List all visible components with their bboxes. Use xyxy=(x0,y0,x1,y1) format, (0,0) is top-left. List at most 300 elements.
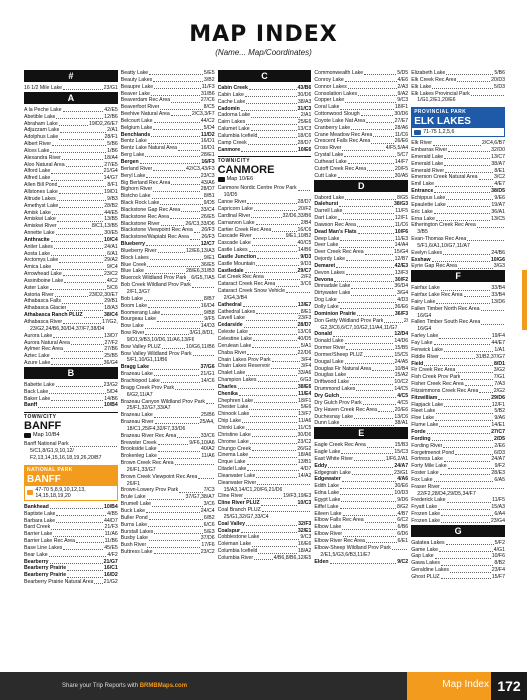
entry-leader xyxy=(251,126,297,131)
entry-name: Alces Lake xyxy=(24,147,50,154)
index-entry xyxy=(314,379,408,386)
entry-map-ref: 32/F3 xyxy=(298,520,312,527)
entry-name: Cadorna Lake xyxy=(217,112,251,119)
entry-name: 1/G1,2/E1,20/E6 xyxy=(417,97,456,104)
entry-leader xyxy=(246,119,297,124)
entry-leader xyxy=(147,494,185,499)
index-entry xyxy=(24,353,118,360)
entry-leader xyxy=(55,292,88,297)
entry-leader xyxy=(433,140,481,145)
entry-map-ref: 33/B4 xyxy=(491,285,505,292)
entry-leader xyxy=(51,396,103,401)
entry-leader xyxy=(435,181,493,186)
index-column xyxy=(218,70,312,670)
entry-map-ref: 11/B6 xyxy=(104,538,118,545)
entry-map-ref: 38/G3 xyxy=(394,201,409,208)
entry-name: Cuthead Lake xyxy=(314,158,347,165)
entry-leader xyxy=(447,202,491,207)
entry-leader xyxy=(175,385,213,390)
entry-leader xyxy=(350,379,393,384)
index-entry xyxy=(314,208,408,215)
index-entry xyxy=(411,161,505,168)
entry-leader xyxy=(339,201,393,206)
index-entry xyxy=(218,500,312,507)
entry-map-ref: 30/F2 xyxy=(394,276,409,283)
entry-leader xyxy=(434,188,490,193)
entry-leader xyxy=(427,429,491,434)
entry-name: Erna Lake xyxy=(411,215,435,222)
entry-leader xyxy=(444,347,493,352)
index-entry xyxy=(121,310,215,317)
index-entry xyxy=(121,138,215,145)
index-entry xyxy=(314,91,408,98)
entry-name: 6/G2,11/A7 xyxy=(126,391,153,398)
entry-map-ref: 8/E1 xyxy=(494,167,505,174)
entry-map-ref: 37/G7,38/A7 xyxy=(185,494,215,501)
entry-name: Connor Lakes xyxy=(314,83,347,90)
index-entry xyxy=(24,107,118,114)
entry-name: Big Berland Rec Area xyxy=(120,179,171,186)
index-entry xyxy=(24,305,118,312)
entry-leader xyxy=(152,193,203,198)
entry-name: Dominion Prairie xyxy=(314,310,356,317)
entry-leader xyxy=(271,363,300,368)
index-entry xyxy=(24,441,118,448)
entry-leader xyxy=(170,214,200,219)
entry-map-ref: 26/F3 xyxy=(201,234,215,241)
entry-map-ref: 30/D6 xyxy=(297,91,312,98)
index-entry xyxy=(314,256,408,263)
entry-map-ref: 40/C5 xyxy=(297,240,312,247)
entry-name: Buller Pond xyxy=(120,514,148,521)
entry-leader xyxy=(64,346,103,351)
entry-name: 25/F1,32/G7,33/A7 xyxy=(126,405,171,412)
entry-map-ref: 32/D6,33/B6 xyxy=(282,212,312,219)
entry-leader xyxy=(438,504,490,509)
index-entry xyxy=(218,315,312,322)
index-entry xyxy=(121,330,215,337)
index-entry xyxy=(411,395,505,402)
entry-leader xyxy=(252,432,297,437)
index-entry xyxy=(24,189,118,196)
entry-map-ref: 10/B4 xyxy=(103,503,118,510)
entry-map-ref: 11/F5 xyxy=(395,208,409,215)
index-entry xyxy=(314,249,408,256)
entry-name: Fraser River xyxy=(411,483,440,490)
index-entry xyxy=(24,511,118,518)
entry-name: Beaver Lake xyxy=(120,90,150,97)
entry-name: Forgetmenot Pond xyxy=(411,449,455,456)
entry-map-ref: 30/D6 xyxy=(297,431,312,438)
entry-name: Dead Man's Flats xyxy=(314,228,357,235)
entry-leader xyxy=(59,203,103,208)
entry-name: Cavell Lake xyxy=(217,315,245,322)
entry-leader xyxy=(52,264,106,269)
entry-leader xyxy=(59,189,103,194)
index-entry xyxy=(411,292,505,299)
entry-name: Chinook Lake xyxy=(217,411,250,418)
entry-name: Cirque Lake xyxy=(217,459,246,466)
entry-name: 3/B5 xyxy=(417,229,428,236)
entry-map-ref: 6/A5 xyxy=(494,476,505,483)
entry-leader xyxy=(246,99,297,104)
index-entry xyxy=(218,119,312,126)
entry-map-ref: 27/F2 xyxy=(104,339,118,346)
entry-name: Cutt Lake xyxy=(314,172,337,179)
entry-leader xyxy=(140,159,201,164)
entry-leader xyxy=(444,161,490,166)
entry-map-ref: 19/A7 xyxy=(491,201,505,208)
index-entry xyxy=(314,229,408,236)
entry-name: Chephren Lake xyxy=(217,397,254,404)
entry-map-ref: 8/G5 xyxy=(396,194,409,201)
index-entry xyxy=(24,389,118,396)
entry-leader xyxy=(154,549,200,554)
entry-leader xyxy=(471,91,504,96)
index-entry xyxy=(218,192,312,199)
index-entry xyxy=(24,121,118,128)
index-entry xyxy=(121,241,215,248)
entry-name: Elbow Lake xyxy=(314,524,342,531)
entry-name: Castle Mountain xyxy=(217,260,256,267)
entry-name: Eyrie Gap Rec Area xyxy=(411,263,458,270)
entry-leader xyxy=(250,411,297,416)
index-entry xyxy=(121,364,215,371)
entry-leader xyxy=(148,303,200,308)
entry-leader xyxy=(56,114,103,119)
index-entry xyxy=(218,534,312,541)
entry-map-ref: 6/E1 xyxy=(397,538,409,544)
entry-name: Chungo Creek xyxy=(217,445,252,452)
index-entry xyxy=(411,306,505,313)
entry-name: Amiskwi River xyxy=(24,223,57,230)
map-icon xyxy=(414,130,421,135)
entry-leader xyxy=(152,501,203,506)
entry-leader xyxy=(51,524,103,529)
entry-map-ref: 16/F3 xyxy=(201,158,215,165)
entry-name: Beaverfoot River xyxy=(120,104,160,111)
entry-map-ref: 3/C6 xyxy=(300,281,312,288)
entry-name: Blueberry xyxy=(120,241,146,248)
entry-name: Emerson Creek Natural Area xyxy=(411,174,478,181)
entry-leader xyxy=(62,298,103,303)
entry-name: Amica Lake xyxy=(24,264,52,271)
entry-map-ref: 18/C6 xyxy=(297,132,312,139)
entry-map-ref: 31/C3 xyxy=(297,105,312,112)
entry-leader xyxy=(461,374,492,379)
footer-brand-link[interactable]: BRMBMaps.com xyxy=(139,683,188,689)
index-entry xyxy=(411,374,505,381)
entry-map-ref: 9/E6 xyxy=(494,194,505,201)
entry-leader xyxy=(247,350,296,355)
index-entry xyxy=(411,333,505,340)
entry-leader xyxy=(479,174,494,179)
entry-leader xyxy=(351,125,393,130)
entry-leader xyxy=(479,388,492,393)
index-entry xyxy=(121,159,215,166)
entry-leader xyxy=(435,553,491,558)
entry-map-ref: 16/D1 xyxy=(200,138,215,145)
index-entry xyxy=(411,222,505,229)
entry-name: Chaba River xyxy=(217,349,247,356)
prov-park-callout-tag: PROVINCIAL PARK xyxy=(412,108,504,116)
index-entry xyxy=(121,522,215,529)
entry-map-ref: 11/D2 xyxy=(201,131,215,138)
index-entry xyxy=(411,154,505,161)
entry-map-ref: 3/F4 xyxy=(301,363,312,370)
entry-leader xyxy=(456,367,492,372)
index-entry xyxy=(314,331,408,338)
entry-leader xyxy=(340,483,394,488)
entry-name: Coalspur xyxy=(217,527,241,534)
index-entry xyxy=(121,460,215,467)
entry-map-ref: 36/G4 xyxy=(103,360,118,367)
entry-name: Elizabeth Lake xyxy=(411,70,446,76)
entry-leader xyxy=(432,436,494,441)
entry-leader xyxy=(441,560,493,565)
index-entry xyxy=(411,477,505,484)
index-entry xyxy=(218,133,312,140)
map-icon xyxy=(24,433,31,438)
entry-name: Athabasca Ranch PLUZ xyxy=(24,312,83,319)
index-entry xyxy=(218,425,312,432)
index-entry xyxy=(121,378,215,385)
entry-leader xyxy=(53,333,103,338)
entry-leader xyxy=(145,323,200,328)
entry-name: Gap Lake xyxy=(411,553,434,560)
index-entry xyxy=(411,285,505,292)
entry-name: Blackstone/Wapiabi Rec Area xyxy=(120,234,189,241)
index-entry xyxy=(218,514,312,521)
entry-map-ref: 4/E6 xyxy=(397,76,409,83)
entry-leader xyxy=(367,166,394,171)
index-entry xyxy=(218,206,312,213)
entry-name: Chain Lakes Prov Park xyxy=(217,356,271,363)
entry-leader xyxy=(340,490,393,495)
entry-map-ref: 2/A1 xyxy=(107,127,118,134)
index-entry xyxy=(24,182,118,189)
entry-map-ref: 36/D4 xyxy=(394,283,409,290)
entry-leader xyxy=(457,77,490,82)
index-entry xyxy=(411,470,505,477)
index-entry xyxy=(218,370,312,377)
index-entry xyxy=(218,528,312,535)
letter-heading: # xyxy=(24,70,118,82)
entry-name: Cranberry Lake xyxy=(314,124,351,131)
index-entry xyxy=(411,243,505,250)
entry-map-ref: 16/D2 xyxy=(103,572,118,579)
entry-name: Cross River xyxy=(314,145,342,152)
entry-map-ref: 19/F3,19/E3 xyxy=(283,493,312,500)
entry-name: Dormer River xyxy=(314,345,346,352)
entry-map-ref: 5/C7 xyxy=(397,152,409,159)
index-entry xyxy=(314,345,408,352)
index-entry xyxy=(411,408,505,415)
entry-name: Coleman Lake xyxy=(217,541,252,548)
entry-name: Clearwater River xyxy=(217,479,257,486)
entry-map-ref: 26/E5 xyxy=(201,213,215,220)
index-entry xyxy=(24,196,118,203)
index-column xyxy=(411,70,505,670)
entry-leader xyxy=(160,200,202,205)
entry-name: Fiddle River xyxy=(411,353,439,360)
entry-leader xyxy=(249,85,297,90)
entry-name: Elbow Falls Rec Area xyxy=(314,517,364,524)
entry-name: Dejordy Lake xyxy=(314,256,345,263)
entry-name: Fitzwilliam xyxy=(411,394,438,401)
entry-leader xyxy=(256,261,299,266)
entry-leader xyxy=(94,579,102,584)
entry-leader xyxy=(258,377,300,382)
entry-name: Canmore Nordic Centre Prov Park xyxy=(217,185,297,192)
index-entry xyxy=(218,140,312,147)
page-subtitle: (Name... Map/Coordinates) xyxy=(215,48,312,57)
index-entry xyxy=(121,412,215,419)
entry-name: Bentz Lake Natural Area xyxy=(120,145,178,152)
entry-leader xyxy=(193,351,214,356)
index-entry xyxy=(314,152,408,159)
entry-leader xyxy=(354,456,385,461)
entry-map-ref: 13/B5 xyxy=(104,216,118,223)
entry-map-ref: 4/F2 xyxy=(107,551,118,558)
entry-leader xyxy=(436,216,490,221)
entry-map-ref: 3/G1,8/D1, xyxy=(189,330,215,337)
index-entry xyxy=(24,360,118,367)
index-entry xyxy=(314,449,408,456)
entry-leader xyxy=(250,439,297,444)
entry-name: Chalet Lake xyxy=(217,370,246,377)
entry-name: Assiniboine Lake xyxy=(24,277,64,284)
entry-map-ref: 32/E1 xyxy=(297,527,312,534)
entry-leader xyxy=(346,345,393,350)
entry-name: Blue Lake xyxy=(120,268,144,275)
entry-name: Blue Creek xyxy=(120,261,147,268)
entry-leader xyxy=(158,453,201,458)
entry-map-ref: 23/D2,30/E7 xyxy=(88,291,118,298)
entry-name: Aurora Lake xyxy=(24,332,53,339)
index-entry xyxy=(121,268,215,275)
index-entry xyxy=(314,476,408,483)
entry-leader xyxy=(246,521,297,526)
entry-name: Dry Gulch Prov Park xyxy=(314,399,362,406)
entry-map-ref: 23/C3 xyxy=(200,172,215,179)
letter-heading: E xyxy=(314,427,408,439)
top-bar xyxy=(0,0,527,12)
entry-name: Cerulean Lake xyxy=(217,342,252,349)
entry-leader xyxy=(155,419,199,424)
index-entry xyxy=(218,99,312,106)
entry-leader xyxy=(346,256,394,261)
entry-map-ref: 26/C3,33/D6 xyxy=(185,220,215,227)
entry-leader xyxy=(157,316,203,321)
index-column xyxy=(121,70,215,670)
entry-map-ref: 38/E6 xyxy=(297,383,312,390)
entry-leader xyxy=(440,470,491,475)
entry-map-ref: 5/E5 xyxy=(203,70,215,76)
entry-leader xyxy=(154,529,203,534)
entry-map-ref: 6/G5,7/A5 xyxy=(191,275,215,282)
town-callout-map-ref: Map 10/B4 xyxy=(33,432,60,439)
index-entry xyxy=(314,263,408,270)
entry-leader xyxy=(439,333,490,338)
entry-name: Bearberry Prairie Natural Area xyxy=(24,579,94,586)
index-entry xyxy=(121,433,215,440)
entry-leader xyxy=(50,148,106,153)
entry-leader xyxy=(352,470,393,475)
index-entry xyxy=(121,77,215,84)
entry-name: Astoria River xyxy=(24,291,54,298)
entry-map-ref: 26/F3 xyxy=(201,227,215,234)
entry-name: Fairfax Lake xyxy=(411,285,440,292)
entry-name: Flapjack Lake xyxy=(411,401,444,408)
entry-leader xyxy=(145,330,188,335)
entry-name: Abetible Lake xyxy=(24,113,56,120)
map-icon xyxy=(218,177,225,182)
index-entry xyxy=(218,487,312,494)
entry-name: Emerald Lake xyxy=(411,153,444,160)
entry-leader xyxy=(59,121,88,126)
entry-leader xyxy=(147,542,200,547)
entry-leader xyxy=(161,221,185,226)
index-entry xyxy=(411,168,505,175)
entry-map-ref: 15/G4 xyxy=(394,249,409,256)
entry-leader xyxy=(439,422,490,427)
index-entry xyxy=(24,203,118,210)
entry-leader xyxy=(84,312,103,317)
entry-map-ref: 2/G2 xyxy=(493,387,505,394)
entry-name: Boomerang Lake xyxy=(120,309,161,316)
index-entry xyxy=(314,352,408,359)
index-entry xyxy=(314,318,408,325)
entry-name: Brown-Lowery Prov Park xyxy=(120,487,179,494)
entry-leader xyxy=(249,452,297,457)
entry-name: Bear Lake xyxy=(24,551,48,558)
index-entry xyxy=(411,140,505,147)
index-entry xyxy=(121,152,215,159)
entry-leader xyxy=(179,487,202,492)
entry-name: Cabin Creek xyxy=(217,85,248,91)
entry-leader xyxy=(450,567,491,572)
entry-name: 2/F1,3/G7 xyxy=(126,289,150,295)
entry-map-ref: 2/ xyxy=(403,317,409,324)
entry-name: Foster Lake xyxy=(411,470,439,477)
entry-leader xyxy=(432,257,490,262)
entry-name: Bearberry xyxy=(24,558,49,565)
entry-leader xyxy=(158,440,189,445)
entry-map-ref: 18/F1 xyxy=(298,397,312,404)
entry-map-ref: 18/F1 xyxy=(394,104,409,111)
entry-leader xyxy=(243,302,297,307)
index-entry xyxy=(121,542,215,549)
entry-leader xyxy=(144,296,203,301)
index-entry xyxy=(218,147,312,154)
entry-name: Bard Creek xyxy=(24,524,51,531)
entry-name: Elk Creek Rec Area xyxy=(411,76,457,83)
prov-park-callout-map-ref: 71-75 1,2,5,6 xyxy=(423,129,455,136)
index-entry xyxy=(24,292,118,299)
entry-map-ref: 4/C2 xyxy=(106,277,118,284)
index-entry xyxy=(24,141,118,148)
entry-leader xyxy=(198,474,213,479)
entry-name: 23/G2,24/B6,30/D4,37/F7,38/D4 xyxy=(30,325,105,332)
index-entry xyxy=(218,493,312,500)
index-entry xyxy=(24,312,118,319)
entry-name: Dalehurst xyxy=(314,201,339,208)
entry-map-ref: 9/C2 xyxy=(397,558,409,565)
entry-name: Bluerock Wildland Prov Park xyxy=(120,275,187,282)
entry-map-ref: 24/A7 xyxy=(491,456,505,463)
entry-map-ref: 25/B6 xyxy=(201,412,215,419)
